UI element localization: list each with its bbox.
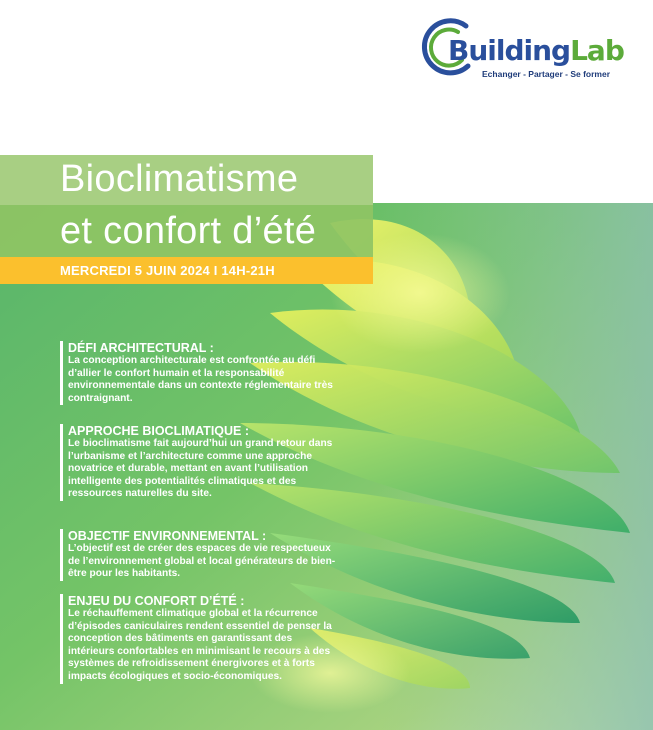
section-objectif-environnemental — [60, 529, 338, 581]
section-heading: DÉFI ARCHITECTURAL : — [68, 341, 214, 355]
section-enjeu-confort-ete — [60, 594, 338, 684]
section-body: L’objectif est de créer des espaces de vie respectueux de l’environnement global et local générateurs de bien-être pour les habitants. — [68, 543, 336, 580]
section-approche-bioclimatique — [60, 424, 338, 501]
logo-word-building: Building — [448, 34, 571, 67]
logo-wordmark — [448, 34, 624, 67]
section-heading: APPROCHE BIOCLIMATIQUE : — [68, 424, 250, 438]
section-defi-architectural — [60, 341, 338, 405]
page-title-line1: Bioclimatisme — [60, 158, 299, 200]
section-body: Le réchauffement climatique global et la récurrence d’épisodes caniculaires rendent essentiel de penser la conception des bâtiments en garantissant des intérieurs confortables en minimisant le recours à des systèmes de refroidissement énergivores et à forts impacts écologiques et socio-économiques. — [68, 608, 332, 682]
buildinglab-logo — [418, 16, 624, 86]
title-box-line1 — [0, 155, 373, 205]
section-body: La conception architecturale est confrontée au défi d’allier le confort humain et la responsabilité environnementale dans un contexte réglementaire très contraignant. — [68, 355, 333, 404]
section-body: Le bioclimatisme fait aujourd’hui un grand retour dans l’urbanisme et l’architecture comme une approche novatrice et durable, mettant en avant l’utilisation intelligente des potentialités climatiques et des ressources naturelles du site. — [68, 438, 333, 500]
section-heading: ENJEU DU CONFORT D’ÉTÉ : — [68, 594, 245, 608]
logo-word-lab: Lab — [570, 34, 624, 67]
section-heading: OBJECTIF ENVIRONNEMENTAL : — [68, 529, 267, 543]
page-title-line2: et confort d’été — [60, 210, 317, 252]
title-box-line2 — [0, 205, 373, 257]
date-bar — [0, 257, 373, 284]
event-date: MERCREDI 5 JUIN 2024 I 14H-21H — [60, 263, 275, 278]
logo-tagline: Echanger - Partager - Se former — [482, 69, 611, 79]
